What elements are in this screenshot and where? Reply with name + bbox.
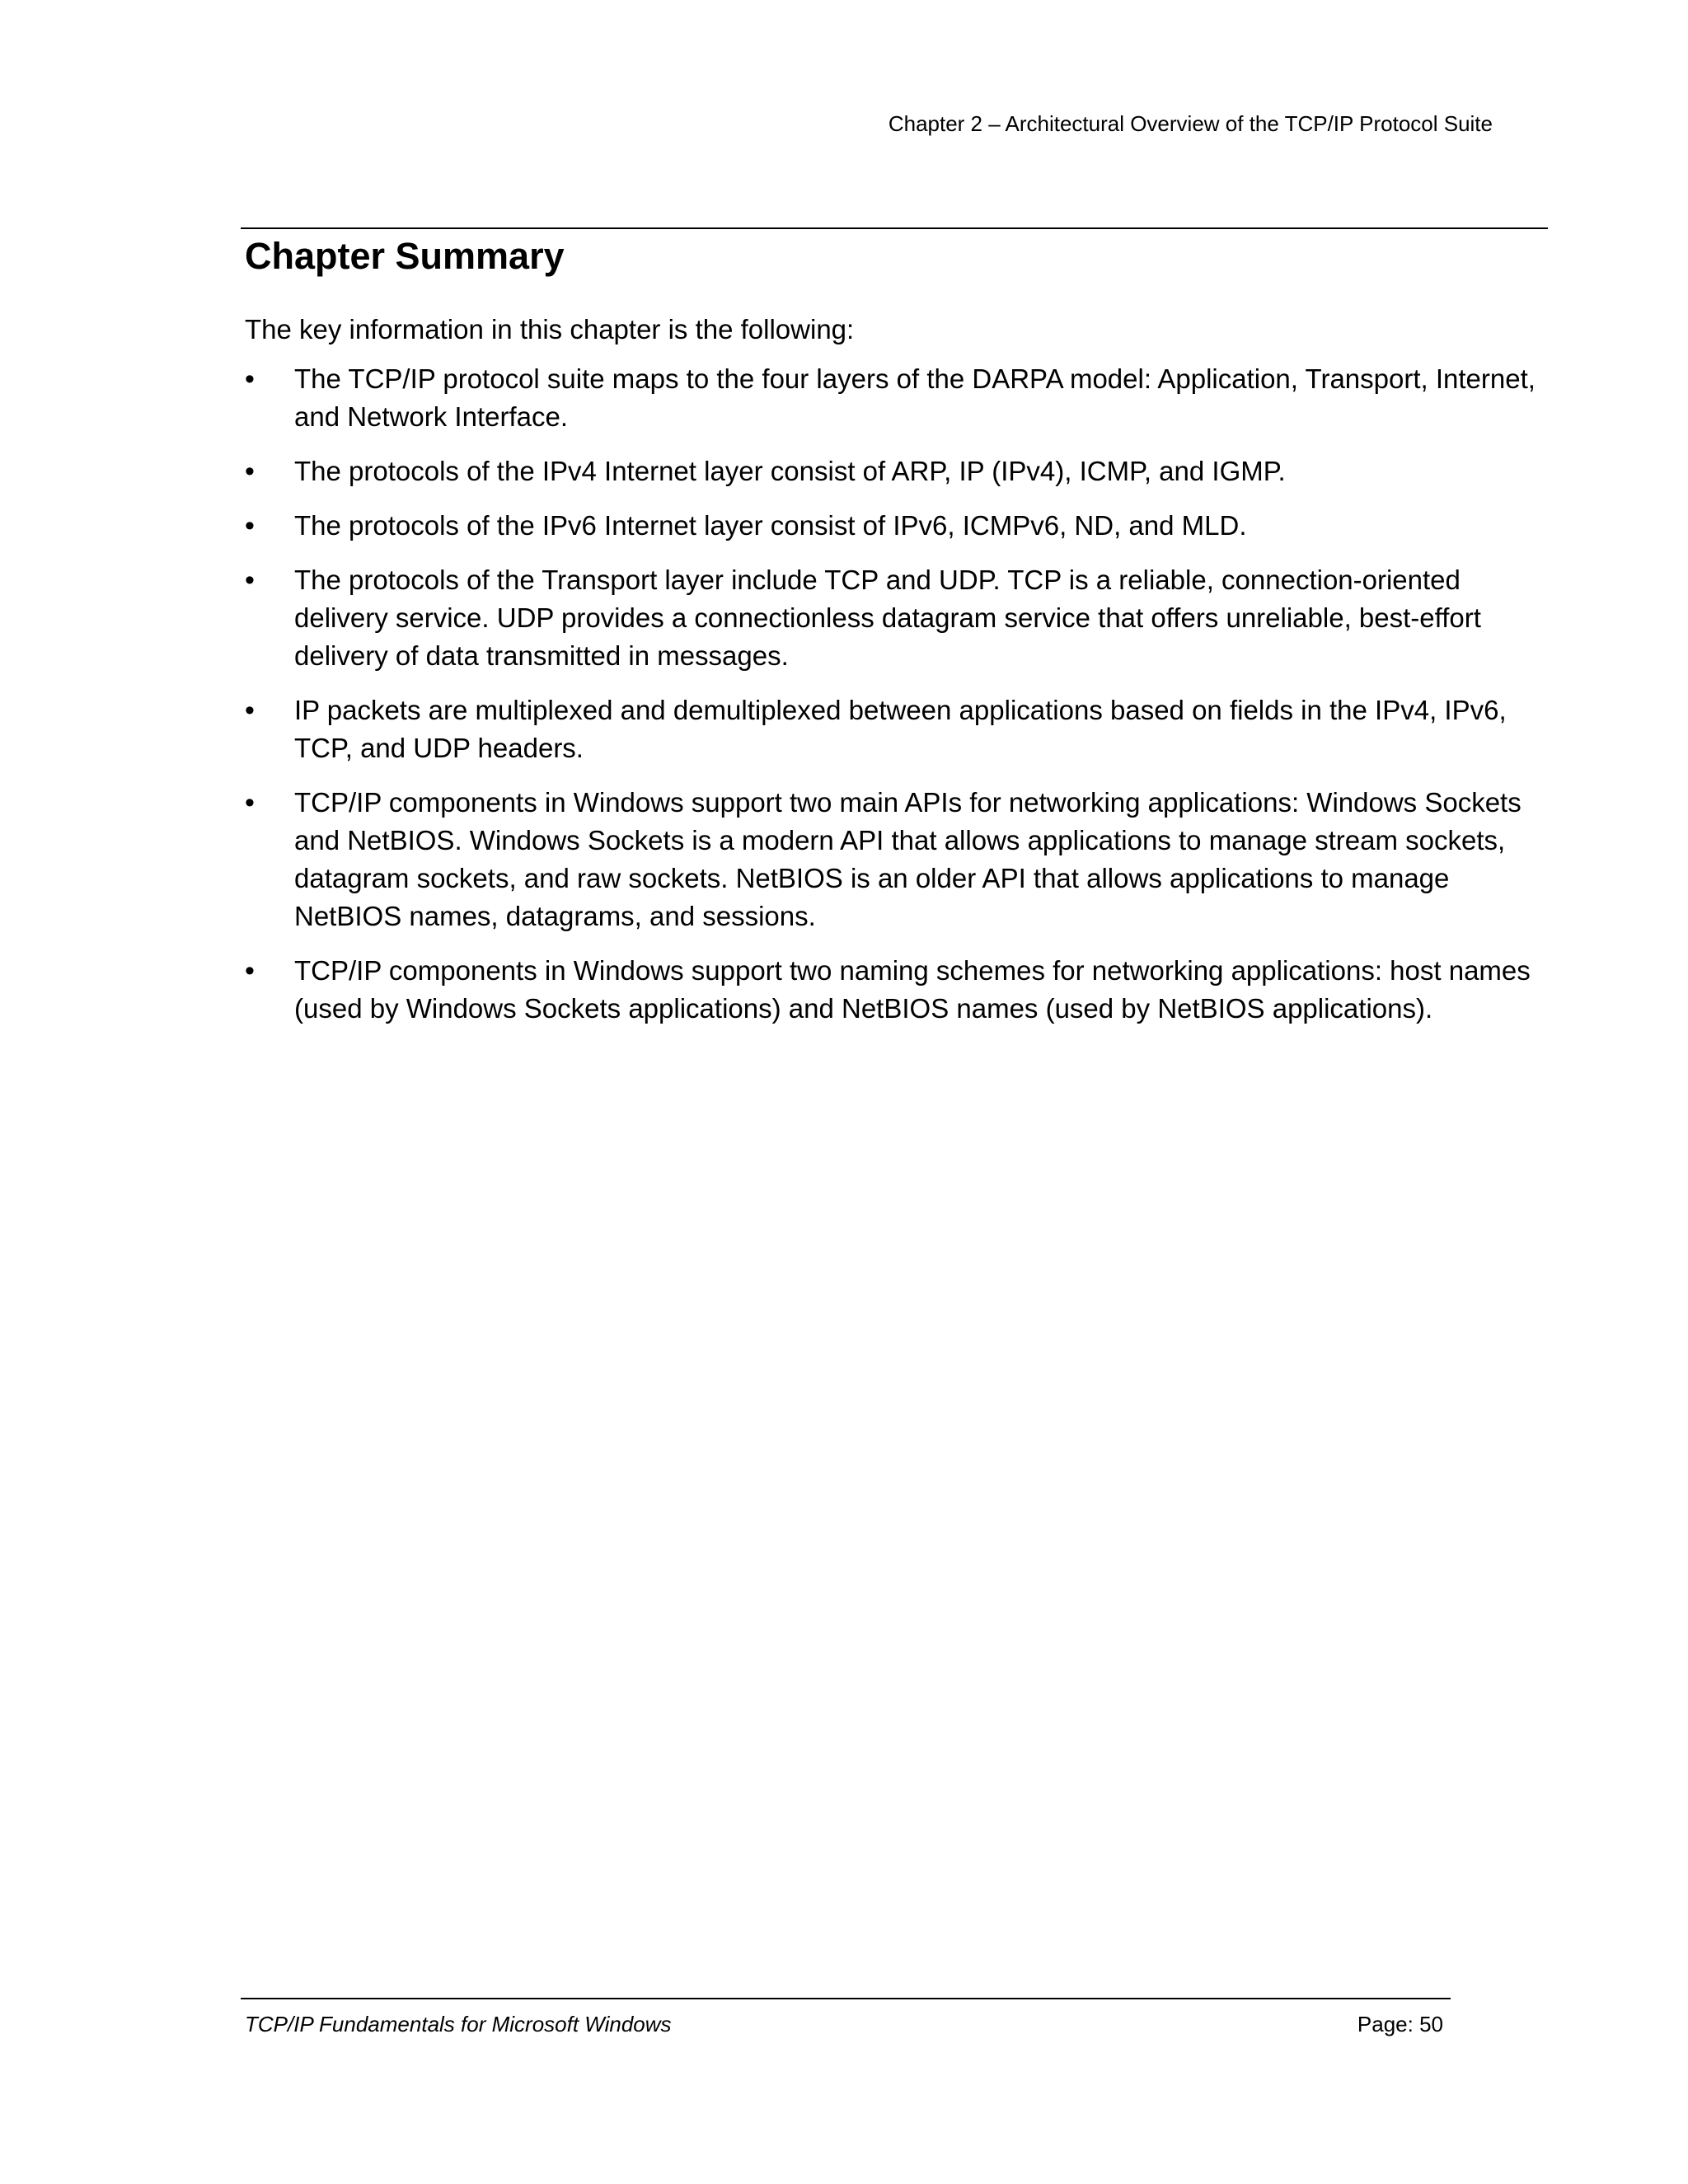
list-item-text: The protocols of the IPv4 Internet layer consist of ARP, IP (IPv4), ICMP, and IGMP. [294,456,1286,486]
list-item-text: IP packets are multiplexed and demultiplexed between applications based on fields in the IPv4, IPv6, TCP, and UDP headers. [294,695,1507,763]
list-item-text: TCP/IP components in Windows support two naming schemes for networking applications: host names (used by Windows Sockets applications) and NetBIOS names (used by NetBIOS applications). [294,955,1531,1024]
footer-book-title: TCP/IP Fundamentals for Microsoft Windows [245,2012,672,2036]
chapter-title: Chapter Summary [245,235,565,277]
list-item [245,507,1547,545]
list-item [245,452,1547,490]
list-item [245,691,1547,767]
list-item [245,784,1547,935]
bullet-icon: • [245,695,255,726]
list-item [245,952,1547,1028]
list-item-text: The protocols of the IPv6 Internet layer consist of IPv6, ICMPv6, ND, and MLD. [294,510,1247,541]
list-item [245,360,1547,436]
list-item-text: TCP/IP components in Windows support two main APIs for networking applications: Windows Sockets and NetBIOS. Windows Sockets is a modern API that allows applications to manage stream sockets, datagram sockets, and raw sockets. NetBIOS is an older API that allows applications to manage NetBIOS names, datagrams, and sessions. [294,787,1522,931]
bullet-icon: • [245,955,255,987]
top-divider [241,227,1548,229]
bullet-icon: • [245,510,255,541]
list-item [245,561,1547,675]
intro-text: The key information in this chapter is the following: [245,314,855,344]
list-item-text: The protocols of the Transport layer include TCP and UDP. TCP is a reliable, connection-oriented delivery service. UDP provides a connectionless datagram service that offers unreliable, best-effort delivery of data transmitted in messages. [294,565,1481,671]
summary-list [245,360,1547,1044]
bullet-icon: • [245,456,255,487]
list-item-text: The TCP/IP protocol suite maps to the four layers of the DARPA model: Application, Transport, Internet, and Network Interface. [294,363,1536,432]
bullet-icon: • [245,787,255,818]
bullet-icon: • [245,363,255,395]
running-header: Chapter 2 – Architectural Overview of the TCP/IP Protocol Suite [888,111,1493,136]
footer-divider [241,1998,1451,1999]
page-number: Page: 50 [1357,2012,1443,2036]
bullet-icon: • [245,565,255,596]
